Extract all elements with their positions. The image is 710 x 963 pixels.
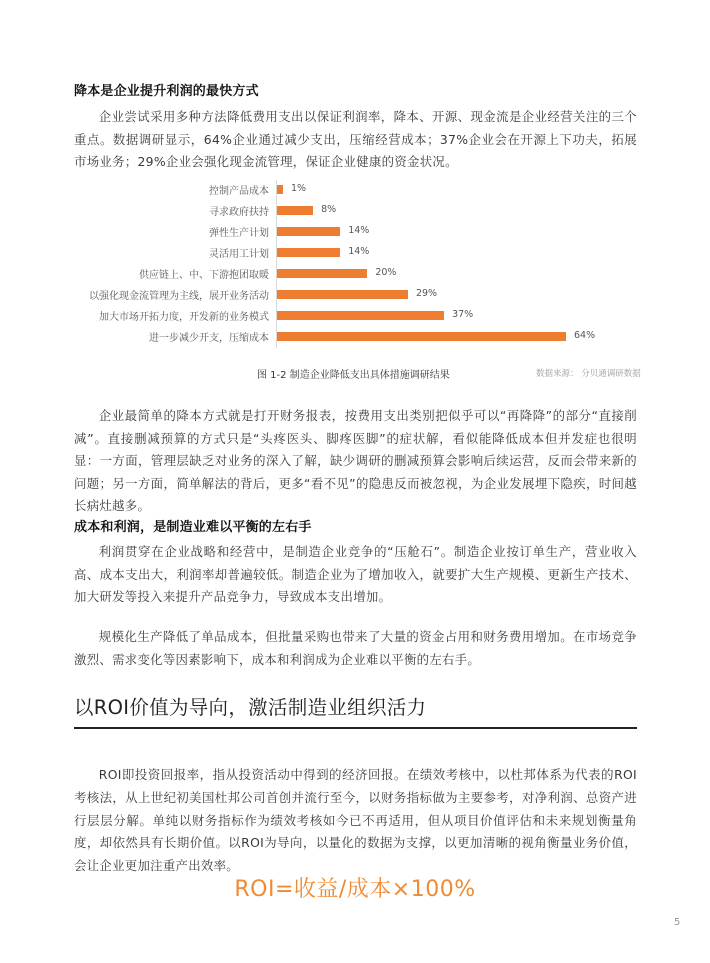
chart-category-label: 控制产品成本	[209, 186, 269, 197]
chart-source: 数据来源： 分贝通调研数据	[536, 369, 641, 379]
paragraph-profit: 利润贯穿在企业战略和经营中，是制造企业竞争的“压舱石”。制造企业按订单生产，营业收入高、成本支出大，利润率却普遍较低。制造企业为了增加收入，就要扩大生产规模、更新生产技术、加大研发等投入来提升产品竞争力，导致成本支出增加。	[74, 544, 637, 604]
chart-bar	[277, 206, 313, 215]
chart-bar	[277, 227, 340, 236]
paragraph-direct-cut: 企业最简单的降本方式就是打开财务报表，按费用支出类别把似乎可以“再降降”的部分“直接削减”。直接删减预算的方式只是“头疼医头、脚疼医脚”的症状解，看似能降低成本但并发症也很明显：一方面，管理层缺乏对业务的深入了解，缺少调研的删减预算会影响后续运营，反而会带来新的问题；另一方面，简单解法的背后，更多“看不见”的隐患反而被忽视，为企业发展埋下隐疾，时间越长病灶越多。	[74, 408, 637, 513]
bar-chart	[0, 176, 710, 352]
chart-bar	[277, 269, 367, 278]
section-heading-roi: 以ROI价值为导向，激活制造业组织活力	[74, 696, 427, 719]
section-heading-cost-reduction: 降本是企业提升利润的最快方式	[74, 84, 259, 99]
chart-value-label: 29%	[415, 288, 438, 299]
chart-value-label: 8%	[321, 204, 337, 215]
chart-value-label: 14%	[348, 225, 370, 236]
paragraph-cost-reduction-intro: 企业尝试采用多种方法降低费用支出以保证利润率，降本、开源、现金流是企业经营关注的三个重点。数据调研显示，64%企业通过减少支出，压缩经营成本；37%企业会在开源上下功夫，拓展市场业务；29%企业会强化现金流管理，保证企业健康的资金状况。	[74, 109, 637, 169]
chart-category-label: 进一步减少开支，压缩成本	[149, 333, 269, 344]
paragraph-scale-production: 规模化生产降低了单品成本，但批量采购也带来了大量的资金占用和财务费用增加。在市场竞争激烈、需求变化等因素影响下，成本和利润成为企业难以平衡的左右手。	[74, 629, 637, 667]
chart-bar	[277, 248, 340, 257]
chart-category-label: 加大市场开拓力度，开发新的业务模式	[99, 312, 269, 323]
chart-value-label: 20%	[375, 267, 397, 278]
roi-formula: ROI=收益/成本×100%	[234, 877, 476, 902]
page-number: 5	[674, 917, 681, 928]
chart-category-label: 以强化现金流管理为主线，展开业务活动	[89, 291, 269, 302]
chart-category-label: 供应链上、中、下游抱团取暖	[139, 270, 269, 281]
chart-value-label: 1%	[291, 183, 307, 194]
chart-bar	[277, 332, 566, 341]
chart-caption: 图 1-2 制造企业降低支出具体措施调研结果	[257, 370, 450, 381]
chart-bar	[277, 290, 408, 299]
chart-value-label: 37%	[452, 309, 474, 320]
chart-bar	[277, 311, 444, 320]
chart-value-label: 64%	[574, 330, 596, 341]
heading-divider	[74, 727, 637, 729]
chart-bar	[277, 185, 283, 194]
chart-category-label: 灵活用工计划	[209, 249, 269, 260]
chart-category-label: 寻求政府扶持	[209, 207, 269, 218]
chart-category-label: 弹性生产计划	[209, 228, 269, 239]
chart-value-label: 14%	[348, 246, 370, 257]
section-heading-cost-profit: 成本和利润，是制造业难以平衡的左右手	[74, 520, 312, 535]
paragraph-roi: ROI即投资回报率，指从投资活动中得到的经济回报。在绩效考核中，以杜邦体系为代表的ROI考核法，从上世纪初美国杜邦公司首创并流行至今，以财务指标做为主要参考，对净利润、总资产进行层层分解。单纯以财务指标作为绩效考核如今已不再适用，但从项目价值评估和未来规划衡量角度，却依然具有长期价值。以ROI为导向，以量化的数据为支撑，以更加清晰的视角衡量业务价值，会让企业更加注重产出效率。	[74, 767, 637, 874]
